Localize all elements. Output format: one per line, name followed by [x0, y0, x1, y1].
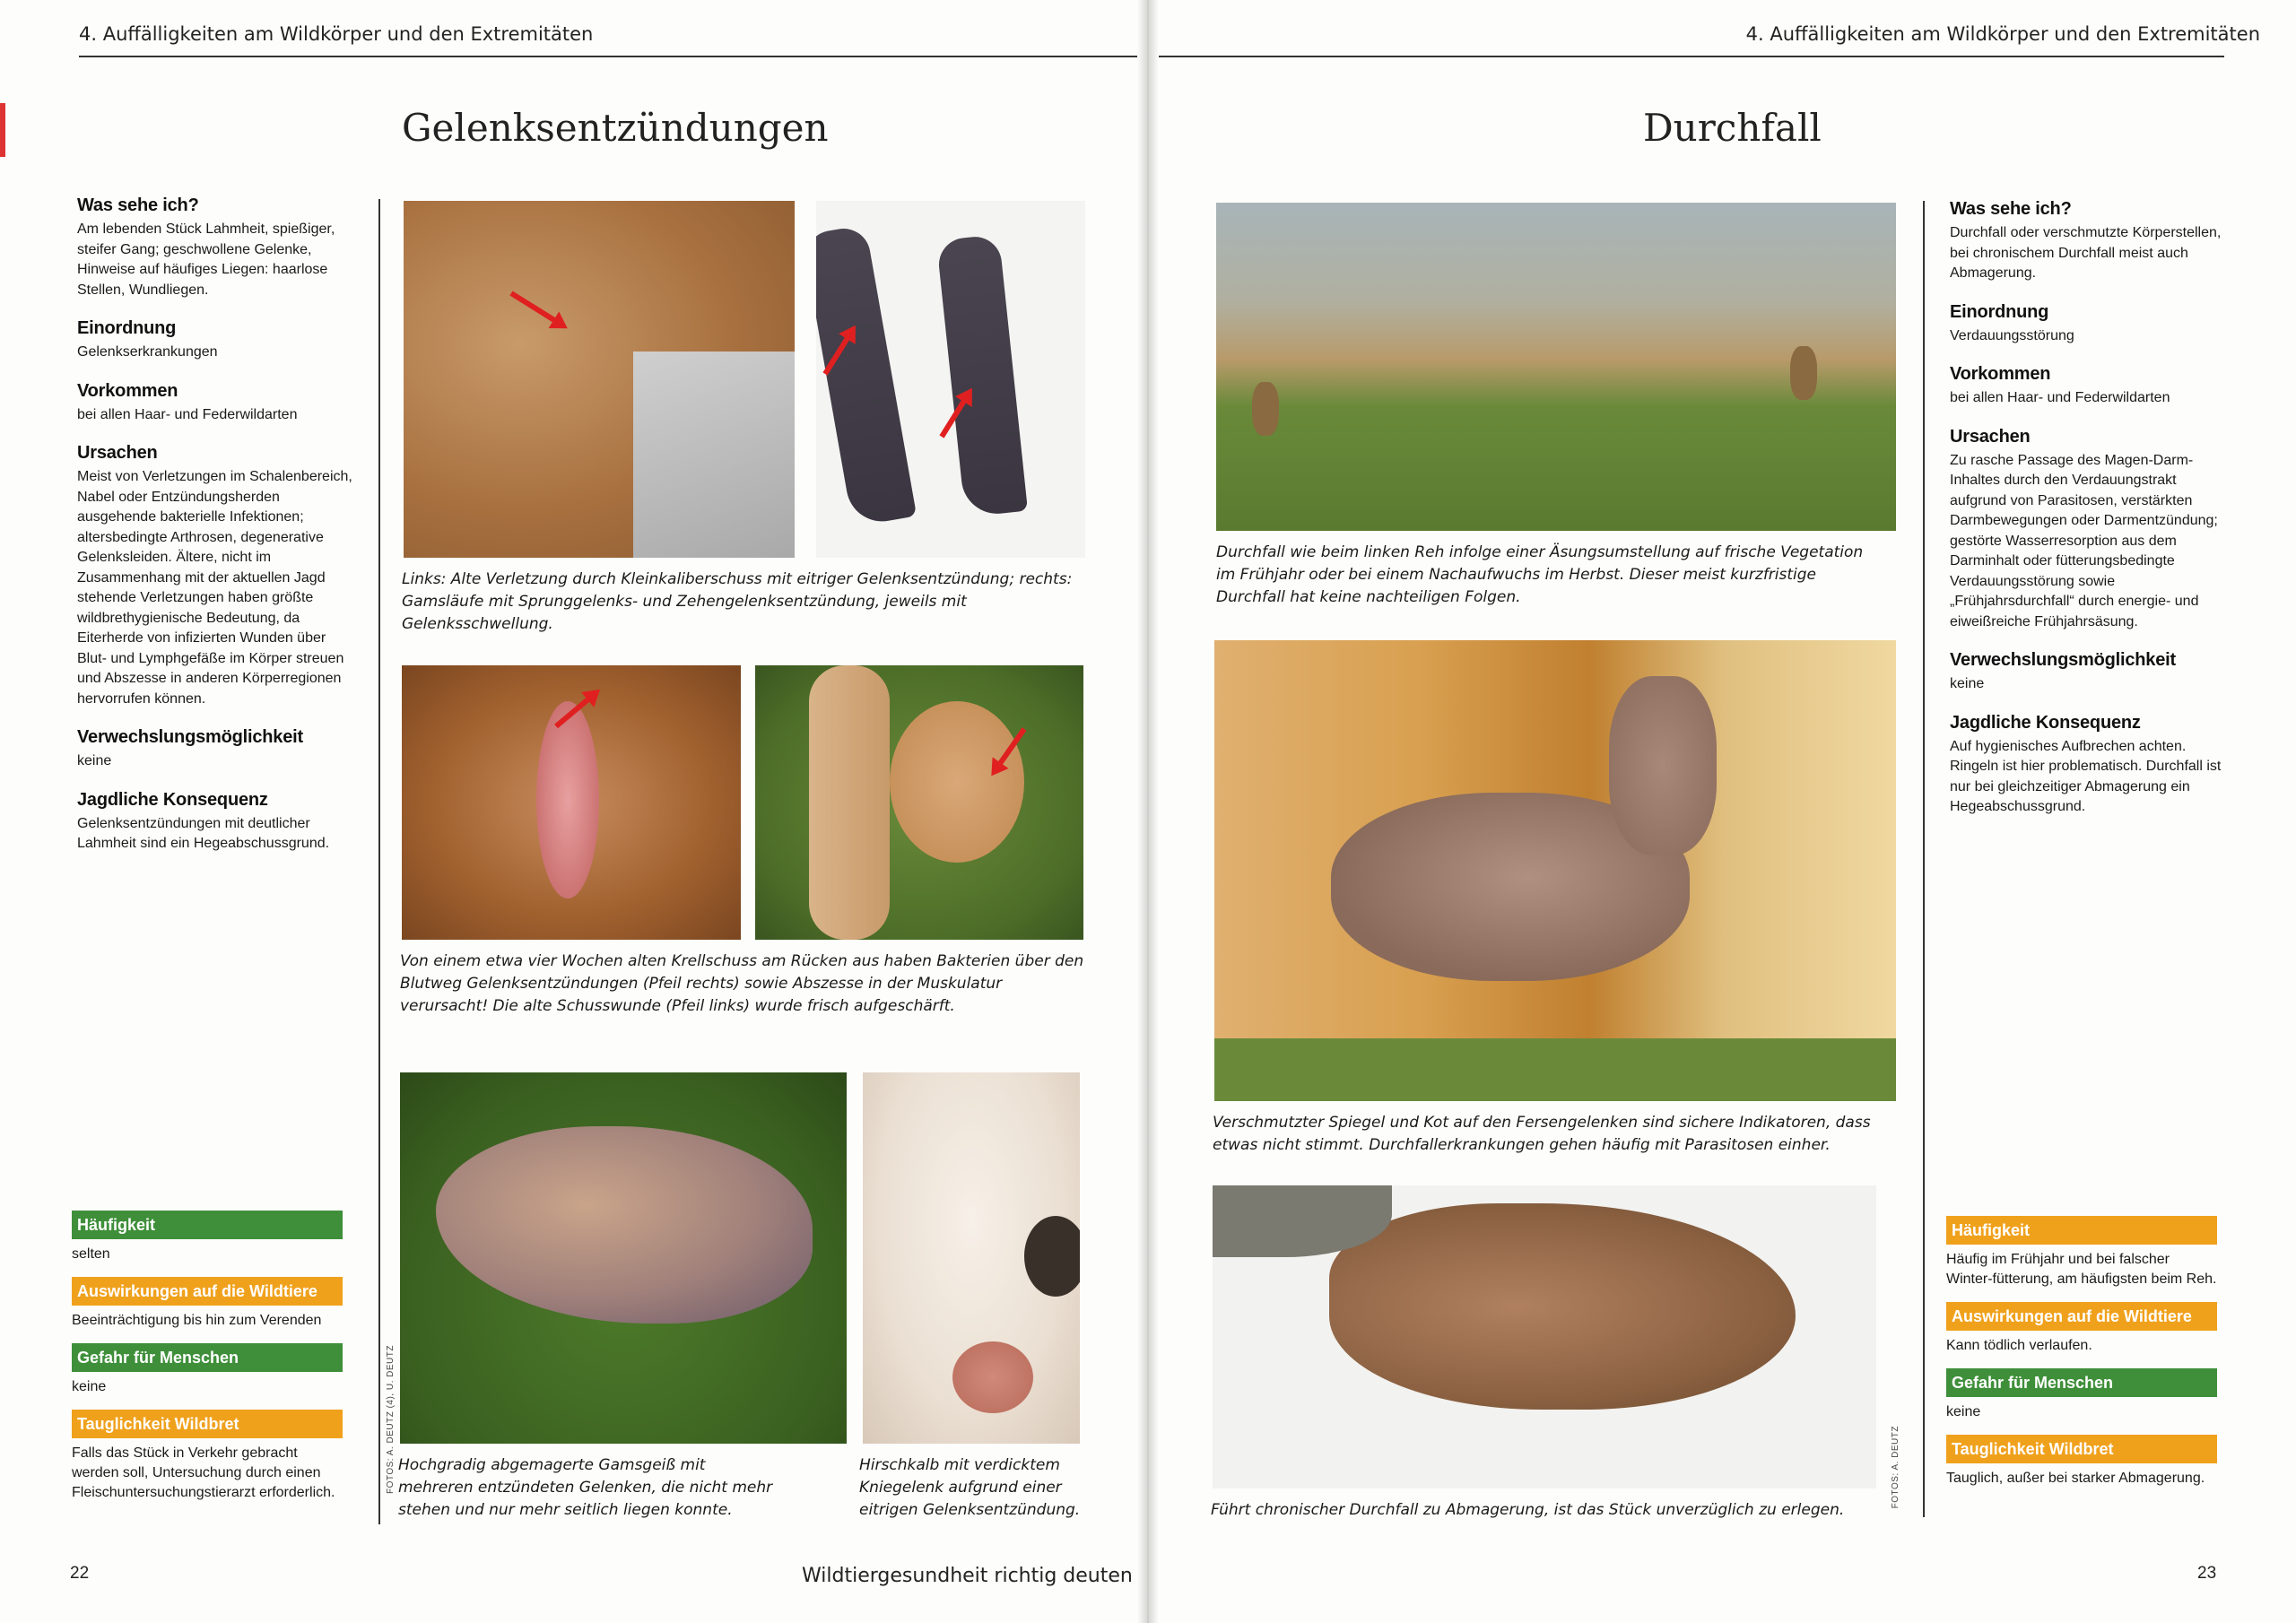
sidebar-heading: Verwechslungsmöglichkeit	[1950, 650, 2176, 670]
page-edge-mark	[0, 103, 5, 157]
column-rule-left	[378, 199, 380, 1524]
info-value: Kann tödlich verlaufen.	[1946, 1338, 2092, 1353]
info-label: Häufigkeit	[72, 1211, 343, 1239]
header-rule-right	[1148, 56, 2224, 57]
caption-r1: Durchfall wie beim linken Reh infolge einer Äsungsumstellung auf frische Vegetation im Frühjahr oder bei einem Nachaufwuchs im Herbst. Dieser meist kurzfristige Durchfall hat keine nachteiligen Folgen.	[1216, 543, 1864, 606]
sidebar-text: Gelenksentzündungen mit deutlicher Lahmheit sind ein Hegeabschussgrund.	[77, 815, 330, 851]
photo-joint-wound	[404, 201, 795, 558]
info-label: Gefahr für Menschen	[72, 1343, 343, 1372]
footer-title: Wildtiergesundheit richtig deuten	[802, 1565, 1133, 1587]
left-sidebar	[77, 195, 355, 872]
page-title-left: Gelenksentzündungen	[402, 106, 829, 150]
page-number-right: 23	[2197, 1564, 2217, 1583]
sidebar-text: Gelenkserkrankungen	[77, 344, 218, 360]
info-value: selten	[72, 1246, 110, 1262]
info-label: Gefahr für Menschen	[1946, 1368, 2217, 1397]
sidebar-text: Meist von Verletzungen im Schalenbereich, Nabel oder Entzündungsherden ausgehende bakterielle Infektionen; altersbedingte Arthrosen, degenerative Gelenksleiden. Ältere, nicht im Zusammenhang mit der aktuellen Jagd stehende Verletzungen haben größte wildbrethygienische Bedeutung, da Eiterherde von infizierten Wunden über Blut- und Lymphgefäße im Körper streuen und Abszesse in anderen Körperregionen hervorrufen können.	[77, 469, 352, 707]
photo-chamois-legs	[816, 201, 1085, 558]
photo-gunshot-wound	[402, 665, 741, 940]
sidebar-heading: Einordnung	[1950, 301, 2049, 322]
sidebar-text: Auf hygienisches Aufbrechen achten. Ringeln ist hier problematisch. Durchfall ist nur bei gleichzeitiger Abmagerung ein Hegeabschussgrund.	[1950, 738, 2222, 814]
info-value: Tauglich, außer bei starker Abmagerung.	[1946, 1471, 2205, 1486]
info-value: keine	[1946, 1404, 1981, 1419]
page-number-left: 22	[70, 1564, 90, 1583]
book-gutter	[1137, 0, 1159, 1623]
caption-1: Links: Alte Verletzung durch Kleinkaliberschuss mit eitriger Gelenksentzündung; rechts: Gamsläufe mit Sprunggelenks- und Zehengelenksentzündung, jeweils mit Gelenksschwellung.	[402, 570, 1073, 633]
info-label: Auswirkungen auf die Wildtiere	[1946, 1302, 2217, 1331]
right-info-boxes	[1946, 1216, 2217, 1501]
sidebar-text: keine	[1950, 676, 1985, 691]
photo-roe-deer-field	[1216, 203, 1896, 531]
caption-r2: Verschmutzter Spiegel und Kot auf den Fersengelenken sind sichere Indikatoren, dass etwas nicht stimmt. Durchfallerkrankungen gehen häufig mit Parasitosen einher.	[1213, 1114, 1871, 1154]
running-head-left: 4. Auffälligkeiten am Wildkörper und den Extremitäten	[79, 23, 594, 45]
column-rule-right	[1923, 201, 1925, 1517]
sidebar-heading: Verwechslungsmöglichkeit	[77, 727, 303, 747]
header-rule-left	[79, 56, 1148, 57]
sidebar-heading: Ursachen	[77, 443, 158, 463]
sidebar-text: Verdauungsstörung	[1950, 327, 2074, 343]
sidebar-text: Am lebenden Stück Lahmheit, spießiger, steifer Gang; geschwollene Gelenke, Hinweise auf häufiges Liegen: haarlose Stellen, Wundliegen.	[77, 221, 335, 298]
info-value: Falls das Stück in Verkehr gebracht werden soll, Untersuchung durch einen Fleischuntersuchungstierarzt erforderlich.	[72, 1445, 335, 1500]
page-title-right: Durchfall	[1643, 106, 1822, 150]
info-label: Tauglichkeit Wildbret	[1946, 1435, 2217, 1463]
photo-emaciated-deer	[1213, 1185, 1876, 1488]
right-sidebar	[1950, 199, 2228, 836]
running-head-right: 4. Auffälligkeiten am Wildkörper und den Extremitäten	[1745, 23, 2260, 45]
info-value: Häufig im Frühjahr und bei falscher Winter-fütterung, am häufigsten beim Reh.	[1946, 1252, 2217, 1287]
sidebar-heading: Ursachen	[1950, 426, 2031, 447]
sidebar-text: Zu rasche Passage des Magen-Darm-Inhaltes durch den Verdauungstrakt aufgrund von Parasitosen, verstärkten Darmbewegungen oder Darmentzündung; gestörte Wasserresorption aus dem Darminhalt oder fütterungsbedingte Verdauungsstörung sowie „Frühjahrsdurchfall“ durch energie- und eiweißreiche Frühjahrsäsung.	[1950, 452, 2218, 629]
sidebar-text: Durchfall oder verschmutzte Körperstellen, bei chronischem Durchfall meist auch Abmagerung.	[1950, 225, 2222, 281]
sidebar-heading: Vorkommen	[1950, 364, 2051, 384]
right-page	[1148, 0, 2296, 1623]
sidebar-heading: Was sehe ich?	[77, 195, 199, 215]
photo-credit-right: FOTOS: A. DEUTZ	[1891, 1426, 1900, 1509]
left-info-boxes	[72, 1211, 343, 1515]
sidebar-text: bei allen Haar- und Federwildarten	[77, 406, 298, 422]
sidebar-heading: Vorkommen	[77, 380, 178, 401]
photo-swollen-joint	[755, 665, 1083, 940]
photo-credit: FOTOS: A. DEUTZ (4), U. DEUTZ	[386, 1345, 396, 1494]
info-label: Häufigkeit	[1946, 1216, 2217, 1245]
sidebar-heading: Jagdliche Konsequenz	[77, 789, 268, 810]
sidebar-heading: Einordnung	[77, 318, 177, 338]
info-label: Auswirkungen auf die Wildtiere	[72, 1277, 343, 1306]
sidebar-heading: Jagdliche Konsequenz	[1950, 712, 2141, 733]
photo-deer-calf-knee	[863, 1072, 1080, 1444]
sidebar-text: bei allen Haar- und Federwildarten	[1950, 390, 2170, 405]
sidebar-text: keine	[77, 753, 112, 768]
photo-red-deer-hind	[1214, 640, 1896, 1101]
info-label: Tauglichkeit Wildbret	[72, 1410, 343, 1438]
sidebar-heading: Was sehe ich?	[1950, 199, 2072, 219]
info-value: keine	[72, 1379, 107, 1394]
photo-emaciated-chamois	[400, 1072, 847, 1444]
red-arrow-icon	[509, 291, 558, 324]
caption-4: Hirschkalb mit verdicktem Kniegelenk aufgrund einer eitrigen Gelenksentzündung.	[859, 1456, 1081, 1519]
info-value: Beeinträchtigung bis hin zum Verenden	[72, 1313, 322, 1328]
caption-r3: Führt chronischer Durchfall zu Abmagerung, ist das Stück unverzüglich zu erlegen.	[1211, 1501, 1845, 1519]
caption-3: Hochgradig abgemagerte Gamsgeiß mit mehreren entzündeten Gelenken, die nicht mehr stehen und nur mehr seitlich liegen konnte.	[398, 1456, 773, 1519]
caption-2: Von einem etwa vier Wochen alten Krellschuss am Rücken aus haben Bakterien über den Blutweg Gelenksentzündungen (Pfeil rechts) sowie Abszesse in der Muskulatur verursacht! Die alte Schusswunde (Pfeil links) wurde frisch aufgeschärft.	[400, 952, 1084, 1015]
